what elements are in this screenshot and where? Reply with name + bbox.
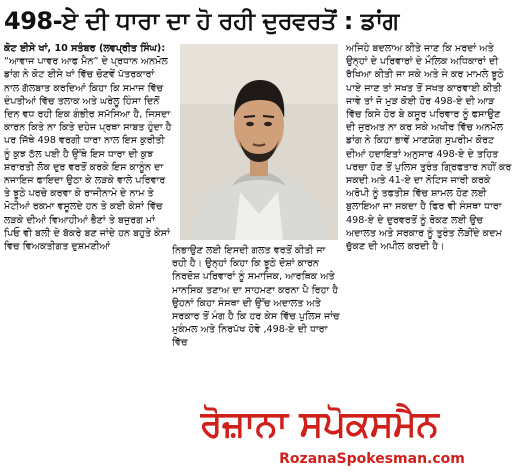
newspaper-website: RozanaSpokesman.com (279, 451, 465, 467)
article-column-middle (172, 244, 340, 400)
article-column-left (4, 42, 172, 400)
headline: 498-ਏ ਦੀ ਧਾਰਾ ਦਾ ਹੋ ਰਹੀ ਦੁਰਵਰਤੋਂ : ਡਾਂਗ (4, 7, 399, 35)
article-text-right: ਅਜਿਹੇ ਬਦਲਾਅ ਕੀਤੇ ਜਾਣ ਕਿ ਮਰਦਾਂ ਅਤੇ ਉਨ੍ਹਾਂ ਦੇ ਪਰਿਵਾਰਾਂ ਦੇ ਮੌਲਿਕ ਅਧਿਕਾਰਾਂ ਦੀ ਰੱਖਿਆ ਕੀਤੀ ਜਾ ਸਕੇ ਅਤੇ ਜੇ ਕਰ ਮਾਮਲੇ ਝੂਠੇ ਪਾਏ ਜਾਣ ਤਾਂ ਸਖਤ ਤੋਂ ਸਖਤ ਕਾਰਵਾਈ ਕੀਤੀ ਜਾਵੇ ਤਾਂ ਜੋ ਮੁੜ ਕੋਈ ਹੋਰ 498-ਏ ਦੀ ਆੜ ਵਿੱਚ ਕਿਸੇ ਹੋਰ ਬੇ ਕਸੂਰ ਪਰਿਵਾਰ ਨੂੰ ਫਸਾਉਣ ਦੀ ਜੁਰਅਤ ਨਾ ਕਰ ਸਕੇ ਅਖੀਰ ਵਿੱਚ ਅਨਮੋਲ ਡਾਂਗ ਨੇ ਕਿਹਾ ਭਾਵੇਂ ਮਾਣਯੋਗ ਸੁਪਰੀਮ ਕੋਰਟ ਦੀਆਂ ਹਦਾਇਤਾਂ ਅਨੁਸਾਰ 498-ਏ ਦੇ ਤਹਿਤ ਪਰਚਾ ਹੋਣ ਤੋਂ ਪੁਲਿਸ ਤੁਰੰਤ ਗ੍ਰਿਫਤਾਰ ਨਹੀਂ ਕਰ ਸਕਦੀ ਅਤੇ 41-ਏ ਦਾ ਨੋਟਿਸ ਜਾਰੀ ਕਰਕੇ ਅਰੋਪੀ ਨੂੰ ਤਫਤੀਸ਼ ਵਿੱਚ ਸ਼ਾਮਲ ਹੋਣ ਲਈ ਬੁਲਾਇਆ ਜਾ ਸਕਦਾ ਹੈ ਫਿਰ ਵੀ ਸੰਸਥਾ ਧਾਰਾ 498-ਏ ਦੇ ਦੁਰਵਰਤੋਂ ਨੂੰ ਰੋਕਣ ਲਈ ਉਚ ਅਦਾਲਤ ਅਤੇ ਸਰਕਾਰ ਨੂੰ ਤੁਰੰਤ ਲੋੜੀਂਦੇ ਕਦਮ ਚੁੱਕਣ ਦੀ ਅਪੀਲ ਕਰਦੀ ਹੈ। (346, 43, 512, 253)
article-text-left: “ਆਵਾਜ ਪਾਵਰ ਆਫ ਮੈਨ” ਦੇ ਪ੍ਰਧਾਨ ਅਨਮੋਲ ਡਾਂਗ ਨੇ ਕੋਟ ਈਸੇ ਖਾਂ ਵਿੱਚ ਚੋਣਵੇਂ ਪੱਤਰਕਾਰਾਂ ਨਾਲ ਗੱਲਬਾਤ ਕਰਦਿਆਂ ਕਿਹਾ ਕਿ ਸਮਾਜ ਵਿੱਚ ਦੰਪਤੀਆਂ ਵਿੱਚ ਤਲਾਕ ਅਤੇ ਘਰੇਲੂ ਹਿੰਸਾ ਦਿਨੋਂ ਦਿਨ ਵਧ ਰਹੀ ਇਕ ਗੰਭੀਰ ਸਮੱਸਿਆ ਹੈ, ਜਿਸਦਾ ਕਾਰਨ ਕਿਤੇ ਨਾ ਕਿਤੇ ਦਹੇਜ ਪ੍ਰਥਾ ਸਾਬਤ ਹੁੰਦਾ ਹੈ ਪਰ ਜਿੱਥੇ 498 ਵਰਗੀ ਧਾਰਾ ਨਾਲ ਇਸ ਕੁਰੀਤੀ ਨੂੰ ਕੁਝ ਠੱਲ ਪਈ ਹੈ ਉੱਥੇ ਇਸ ਧਾਰਾ ਦੀ ਕੁਝ ਸ਼ਰਾਰਤੀ ਲੋਕ ਦੁਰ ਵਰਤੋਂ ਕਰਕੇ ਇਸ ਕਾਨੂੰਨ ਦਾ ਨਜਾਇਜ ਫਾਇਦਾ ਉਠਾ ਕੇ ਲੜਕੇ ਵਾਲੇ ਪਰਿਵਾਰ ਤੇ ਝੂਠੇ ਪਰਚੇ ਕਰਵਾ ਕੇ ਰਾਜੀਨਾਮੇ ਦੇ ਨਾਮ ਤੇ ਮੋਟੀਆਂ ਰਕਮਾ ਵਸੂਲਦੇ ਹਨ ਤੇ ਕਈ ਕੇਸਾਂ ਵਿੱਚ ਲੜਕੇ ਦੀਆਂ ਵਿਆਹੀਆਂ ਭੈਣਾਂ ਤੇ ਬਜੁਰਗ ਮਾਂ ਪਿਓ ਵੀ ਬਲੀ ਦੇ ਬੱਕਰੇ ਬਣ ਜਾਂਦੇ ਹਨ ਬਹੁਤੇ ਕੇਸਾਂ ਵਿਚ ਵਿਅਕਤੀਗਤ ਦੁਸ਼ਮਣੀਆਂ (4, 56, 172, 253)
article-text-middle: ਨਿਭਾਉਣ ਲਈ ਇਸਦੀ ਗਲਤ ਵਰਤੋਂ ਕੀਤੀ ਜਾ ਰਹੀ ਹੈ। ਉਨ੍ਹਾਂ ਕਿਹਾ ਕਿ ਝੂਠੇ ਦੋਸ਼ਾਂ ਕਾਰਨ ਨਿਰਦੋਸ਼ ਪਰਿਵਾਰਾਂ ਨੂੰ ਸਮਾਜਿਕ, ਆਰਥਿਕ ਅਤੇ ਮਾਨਸਿਕ ਤਣਾਅ ਦਾ ਸਾਹਮਣਾ ਕਰਨਾ ਪੈ ਰਿਹਾ ਹੈ ਉਹਨਾਂ ਕਿਹਾ ਸੰਸਥਾ ਦੀ ਉੱਚ ਅਦਾਲਤ ਅਤੇ ਸਰਕਾਰ ਤੋਂ ਮੰਗ ਹੈ ਕਿ ਹਰ ਕੇਸ ਵਿੱਚ ਪੁਲਿਸ ਜਾਂਚ ਮੁਕੰਮਲ ਅਤੇ ਨਿਰਪੱਖ ਹੋਵੇ ,498-ਏ ਦੀ ਧਾਰਾ ਵਿੱਚ (172, 245, 340, 349)
article-column-right (346, 42, 512, 400)
portrait-photo (180, 44, 338, 240)
newspaper-logo: ਰੋਜ਼ਾਨਾ ਸਪੋਕਸਮੈਨ (200, 404, 439, 445)
dateline: ਕੋਟ ਈਸੇ ਖਾਂ, 10 ਸਤੰਬਰ (ਲਵਪ੍ਰੀਤ ਸਿੰਘ): (4, 43, 166, 54)
